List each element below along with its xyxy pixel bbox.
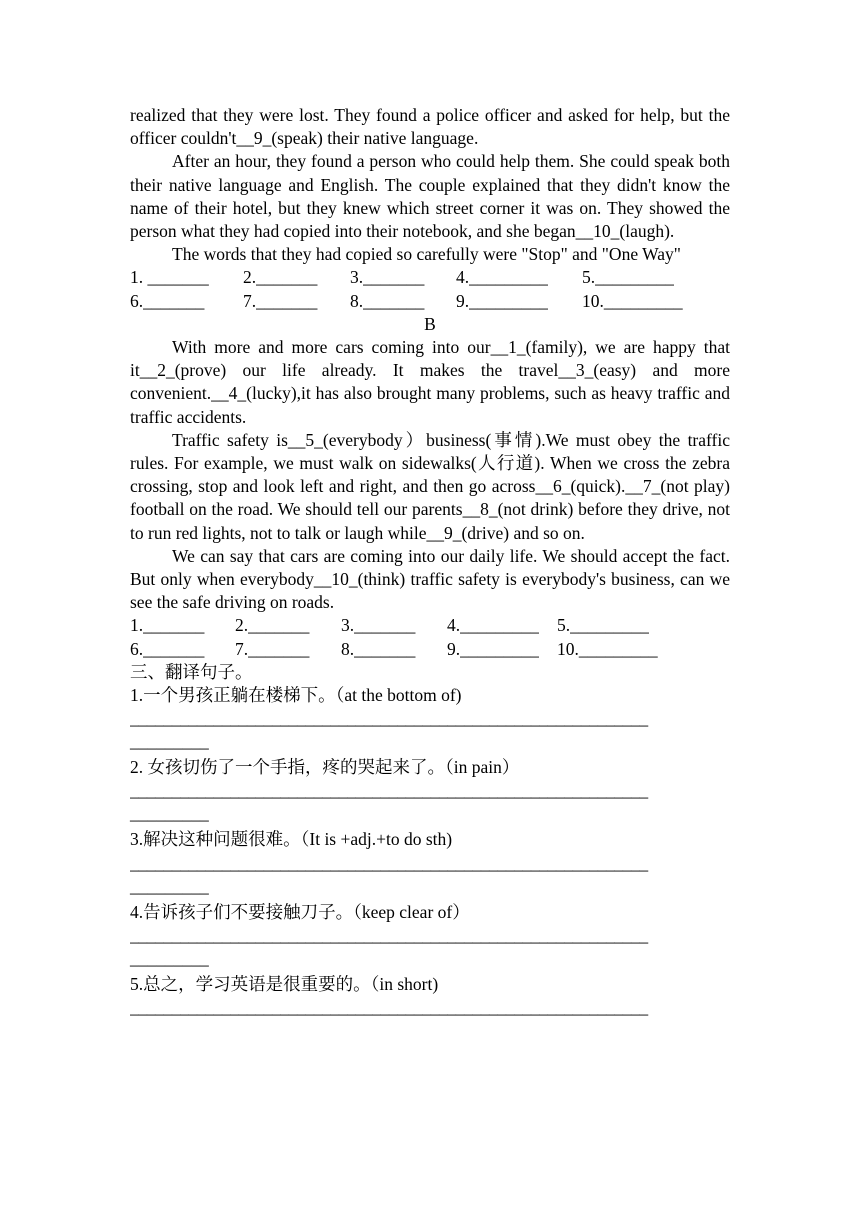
- answer-line[interactable]: ______________________________________________________________: [130, 924, 648, 945]
- answer-blank[interactable]: 7._______: [243, 290, 318, 311]
- passage-a-paragraph-1: realized that they were lost. They found a police officer and asked for help, but the officer couldn't__9_(speak) their native language.: [130, 105, 730, 149]
- passage-b-paragraph-2: Traffic safety is__5_(everybody）business(事情).We must obey the traffic rules. For example, we must walk on sidewalks(人行道). When we cross the zebra crossing, stop and look left and right, and then go across__6_(quick).__7_(not play) football on the road. We should tell our parents__8_(not drink) before they drive, not to run red lights, not to talk or laugh while__9_(drive) and so on.: [130, 429, 730, 543]
- answer-row-b-2: [130, 638, 730, 661]
- translation-item-5: 5.总之，学习英语是很重要的。（in short): [130, 973, 439, 994]
- passage-a-paragraph-2: After an hour, they found a person who could help them. She could speak both their native language and English. The couple explained that they didn't know the name of their hotel, but they knew which street corner it was on. They showed the person what they had copied into their notebook, and she began__10_(laugh).: [130, 151, 730, 242]
- passage-b-paragraph-3: We can say that cars are coming into our daily life. We should accept the fact. But only when everybody__10_(think) traffic safety is everybody's business, can we see the safe driving on roads.: [130, 545, 730, 613]
- worksheet-page: [130, 104, 730, 1019]
- answer-line-continuation[interactable]: _________: [130, 731, 209, 752]
- passage-a-paragraph-3: The words that they had copied so carefully were "Stop" and "One Way": [172, 244, 681, 265]
- answer-row-b-1: [130, 614, 730, 637]
- section-3-heading: 三、翻译句子。: [130, 661, 253, 682]
- answer-blank[interactable]: 4._________: [447, 615, 539, 636]
- answer-blank[interactable]: 9._________: [456, 290, 548, 311]
- answer-line[interactable]: ______________________________________________________________: [130, 708, 648, 729]
- answer-blank[interactable]: 2._______: [235, 615, 310, 636]
- translation-item-1: 1.一个男孩正躺在楼梯下。（at the bottom of): [130, 685, 462, 706]
- answer-blank[interactable]: 1. _______: [130, 267, 209, 288]
- passage-b-paragraph-1: With more and more cars coming into our__1_(family), we are happy that it__2_(prove) our life already. It makes the travel__3_(easy) and more convenient.__4_(lucky),it has also brought many problems, such as heavy traffic and traffic accidents.: [130, 337, 730, 427]
- answer-blank[interactable]: 5._________: [557, 615, 649, 636]
- translation-item-4: 4.告诉孩子们不要接触刀子。（keep clear of）: [130, 901, 470, 922]
- answer-line-continuation[interactable]: _________: [130, 875, 209, 896]
- answer-line-continuation[interactable]: _________: [130, 947, 209, 968]
- answer-blank[interactable]: 7._______: [235, 638, 310, 659]
- translation-item-2: 2. 女孩切伤了一个手指，疼的哭起来了。（in pain）: [130, 757, 520, 778]
- answer-blank[interactable]: 6._______: [130, 290, 205, 311]
- answer-line-continuation[interactable]: _________: [130, 803, 209, 824]
- answer-blank[interactable]: 2._______: [243, 267, 318, 288]
- answer-blank[interactable]: 8._______: [350, 290, 425, 311]
- answer-line[interactable]: ______________________________________________________________: [130, 780, 648, 801]
- answer-line[interactable]: ______________________________________________________________: [130, 852, 648, 873]
- answer-blank[interactable]: 5._________: [582, 267, 674, 288]
- answer-blank[interactable]: 6._______: [130, 638, 205, 659]
- answer-blank[interactable]: 3._______: [341, 615, 416, 636]
- answer-blank[interactable]: 3._______: [350, 267, 425, 288]
- translation-item-3: 3.解决这种问题很难。（It is +adj.+to do sth): [130, 829, 453, 850]
- answer-blank[interactable]: 10._________: [557, 638, 658, 659]
- answer-row-a-2: [130, 290, 730, 313]
- answer-blank[interactable]: 9._________: [447, 638, 539, 659]
- answer-row-a-1: [130, 266, 730, 289]
- answer-line[interactable]: ______________________________________________________________: [130, 997, 648, 1018]
- answer-blank[interactable]: 10._________: [582, 290, 683, 311]
- answer-blank[interactable]: 4._________: [456, 267, 548, 288]
- answer-blank[interactable]: 1._______: [130, 615, 205, 636]
- section-b-heading: B: [424, 313, 436, 334]
- answer-blank[interactable]: 8._______: [341, 638, 416, 659]
